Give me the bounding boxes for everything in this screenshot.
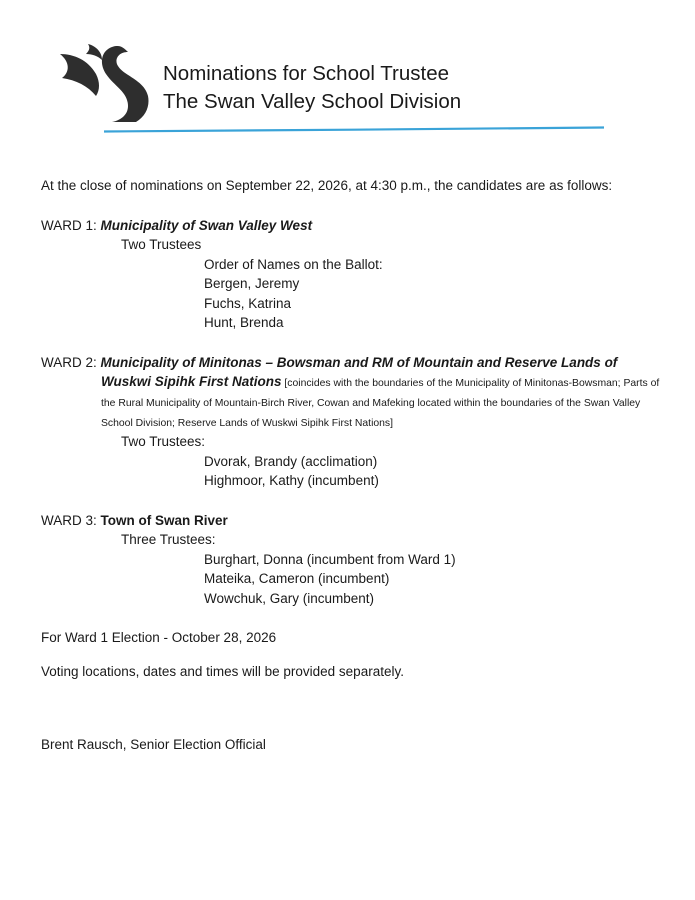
header-rule	[104, 126, 604, 134]
swan-logo-icon	[58, 40, 158, 126]
ward-label: WARD 3:	[41, 512, 101, 528]
document-header	[0, 0, 695, 150]
ward-name: Municipality of Minitonas – Bowsman and RM of Mountain and Reserve Lands of Wuskwi Sipihk First Nations	[100, 354, 618, 389]
candidate: Burghart, Donna (incumbent from Ward 1)	[204, 551, 456, 567]
candidate: Hunt, Brenda	[204, 315, 284, 330]
page-title: Nominations for School Trustee	[163, 62, 449, 85]
ward-name: Town of Swan River	[100, 512, 228, 528]
ballot-order-note: Order of Names on the Ballot:	[204, 256, 383, 272]
ward-label: WARD 2:	[41, 354, 101, 370]
candidate: Bergen, Jeremy	[204, 276, 300, 291]
candidate: Wowchuk, Gary (incumbent)	[204, 590, 375, 606]
ward-seats: Two Trustees	[121, 237, 202, 252]
ward-seats: Three Trustees:	[121, 532, 216, 547]
intro-paragraph: At the close of nominations on September 22, 2026, at 4:30 p.m., the candidates are as follows:	[41, 178, 613, 193]
candidate: Fuchs, Katrina	[204, 295, 292, 311]
ward-2-section	[41, 353, 661, 491]
signature-line: Brent Rausch, Senior Election Official	[41, 737, 266, 752]
ward-label: WARD 1:	[41, 217, 101, 233]
candidate: Mateika, Cameron (incumbent)	[204, 571, 390, 586]
election-date-note: For Ward 1 Election - October 28, 2026	[41, 630, 277, 645]
ward-description: [coincides with the boundaries of the Municipality of Minitonas-Bowsman; Parts of the Rural Municipality of Mountain-Birch River, Cowan and Mafeking located within the boundaries of the Swan Valley School Division; Reserve Lands of Wuskwi Sipihk First Nations]	[101, 378, 660, 429]
candidate: Dvorak, Brandy (acclimation)	[204, 453, 378, 469]
ward-name: Municipality of Swan Valley West	[100, 217, 313, 233]
ward-seats: Two Trustees:	[121, 434, 206, 449]
ward-1-section	[41, 216, 661, 333]
candidate: Highmoor, Kathy (incumbent)	[204, 473, 379, 488]
page-subtitle: The Swan Valley School Division	[163, 90, 462, 113]
voting-locations-note: Voting locations, dates and times will be provided separately.	[41, 663, 404, 679]
document-body	[41, 176, 661, 755]
ward-3-section	[41, 511, 661, 609]
